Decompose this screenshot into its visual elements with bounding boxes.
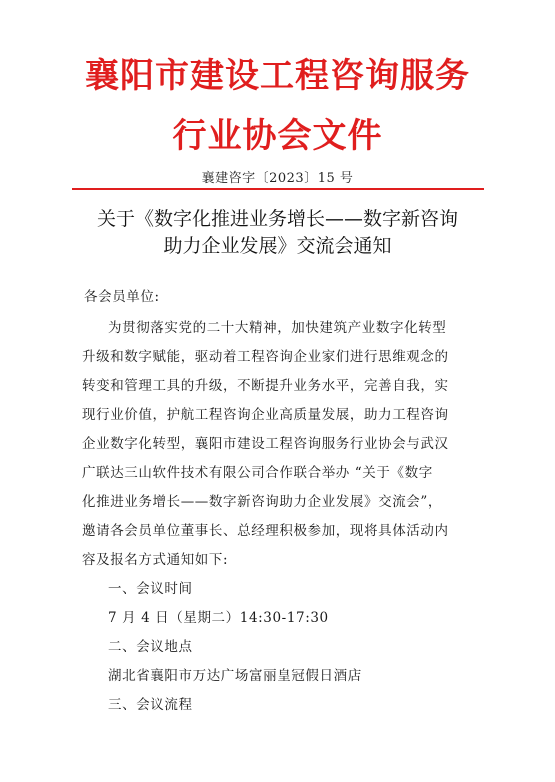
subject-line-2: 助力企业发展》交流会通知 <box>163 235 392 257</box>
section-heading-time: 一、会议时间 <box>108 581 193 597</box>
subject-line-1: 关于《数字化推进业务增长——数字新咨询 <box>96 208 458 230</box>
paragraph-line: 企业数字化转型，襄阳市建设工程咨询服务行业协会与武汉 <box>82 436 449 452</box>
paragraph-line: 为贯彻落实党的二十大精神，加快建筑产业数字化转型 <box>108 320 447 336</box>
paragraph-line: 升级和数字赋能，驱动着工程咨询企业家们进行思维观念的 <box>82 349 449 365</box>
paragraph-line: 化推进业务增长——数字新咨询助力企业发展》交流会”， <box>82 494 443 510</box>
paragraph-line: 容及报名方式通知如下: <box>82 552 229 568</box>
meeting-venue: 湖北省襄阳市万达广场富丽皇冠假日酒店 <box>108 668 362 684</box>
issuer-title-line-2: 行业协会文件 <box>172 116 383 156</box>
salutation: 各会员单位: <box>84 289 160 305</box>
section-heading-agenda: 三、会议流程 <box>108 697 193 713</box>
section-heading-venue: 二、会议地点 <box>108 639 193 655</box>
issuer-title-line-1: 襄阳市建设工程咨询服务 <box>85 56 470 96</box>
document-number: 襄建咨字〔2023〕15 号 <box>201 171 354 186</box>
meeting-time: 7 月 4 日（星期二）14:30-17:30 <box>108 610 329 626</box>
paragraph-line: 邀请各会员单位董事长、总经理积极参加，现将具体活动内 <box>82 523 449 539</box>
red-divider-line <box>72 188 484 190</box>
paragraph-line: 转变和管理工具的升级，不断提升业务水平，完善自我，实 <box>82 378 449 394</box>
paragraph-line: 广联达三山软件技术有限公司合作联合举办 “关于《数字 <box>82 465 433 481</box>
paragraph-line: 现行业价值，护航工程咨询企业高质量发展，助力工程咨询 <box>82 407 449 423</box>
